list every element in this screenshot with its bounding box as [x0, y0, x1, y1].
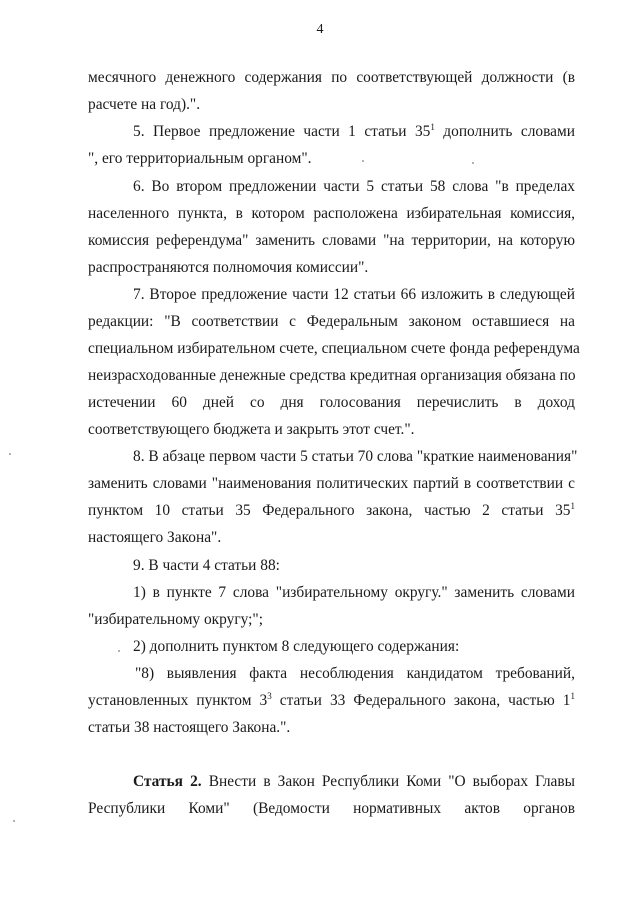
scan-speck: [362, 160, 364, 162]
superscript: 1: [570, 691, 575, 701]
scan-speck: [9, 453, 11, 455]
scan-speck: [118, 650, 120, 652]
text-line: специальном избирательном счете, специальном счете фонда референдума: [88, 340, 580, 357]
scan-speck: [13, 820, 15, 822]
superscript: 3: [267, 691, 272, 701]
quoted-item-8-line-2: [88, 691, 575, 711]
text-line: "избирательному округу;";: [88, 611, 263, 628]
paragraph-9-heading: 9. В части 4 статьи 88:: [133, 557, 280, 574]
paragraph-6-line-1: 6. Во втором предложении части 5 статьи 58 слова "в пределах: [133, 178, 575, 195]
paragraph-5-line-1: [133, 122, 575, 142]
text-fragment: 5. Первое предложение части 1 статьи 35: [133, 123, 431, 140]
text-line: расчете на год).".: [88, 96, 201, 113]
text-line: истечении 60 дней со дня голосования перечислить в доход: [88, 394, 575, 411]
paragraph-7-line-1: 7. Второе предложение части 12 статьи 66 изложить в следующей: [133, 286, 575, 303]
superscript: 1: [570, 501, 575, 511]
text-line: настоящего Закона".: [88, 529, 222, 546]
text-line: статьи 38 настоящего Закона.".: [88, 719, 291, 736]
scan-speck: [472, 162, 474, 164]
text-fragment: пунктом 10 статьи 35 Федерального закона, частью 2 статьи 35: [88, 502, 571, 519]
text-line: неизрасходованные денежные средства кредитная организация обязана по: [88, 367, 576, 384]
text-line: ", его территориальным органом".: [88, 150, 312, 167]
text-fragment: дополнить словами: [434, 123, 575, 140]
article-2-line-1: [133, 772, 575, 792]
page-number: 4: [316, 22, 324, 37]
text-line: месячного денежного содержания по соответствующей должности (в: [88, 69, 575, 86]
text-line: Республики Коми" (Ведомости нормативных актов органов: [88, 800, 575, 817]
text-line: соответствующего бюджета и закрыть этот счет.".: [88, 421, 415, 438]
text-line: населенного пункта, в котором расположена избирательная комиссия,: [88, 205, 575, 222]
article-heading: Статья 2.: [133, 773, 202, 790]
text-line: распространяются полномочия комиссии".: [88, 259, 369, 276]
text-fragment: Внести в Закон Республики Коми "О выборах Главы: [201, 773, 575, 790]
text-line: комиссия референдума" заменить словами "на территории, на которую: [88, 232, 575, 249]
quoted-item-8-line-1: "8) выявления факта несоблюдения кандидатом требований,: [135, 665, 575, 682]
subitem-2: 2) дополнить пунктом 8 следующего содержания:: [133, 638, 460, 655]
text-fragment: статьи 33 Федерального закона, частью 1: [271, 692, 571, 709]
text-fragment: установленных пунктом 3: [88, 692, 268, 709]
superscript: 1: [430, 122, 435, 132]
text-line: редакции: "В соответствии с Федеральным законом оставшиеся на: [88, 313, 575, 330]
subitem-1-line-1: 1) в пункте 7 слова "избирательному округу." заменить словами: [133, 584, 575, 601]
paragraph-8-line-1: 8. В абзаце первом части 5 статьи 70 слова "краткие наименования": [133, 448, 578, 465]
text-line: заменить словами "наименования политических партий в соответствии с: [88, 475, 575, 492]
paragraph-8-line-3: [88, 501, 575, 521]
